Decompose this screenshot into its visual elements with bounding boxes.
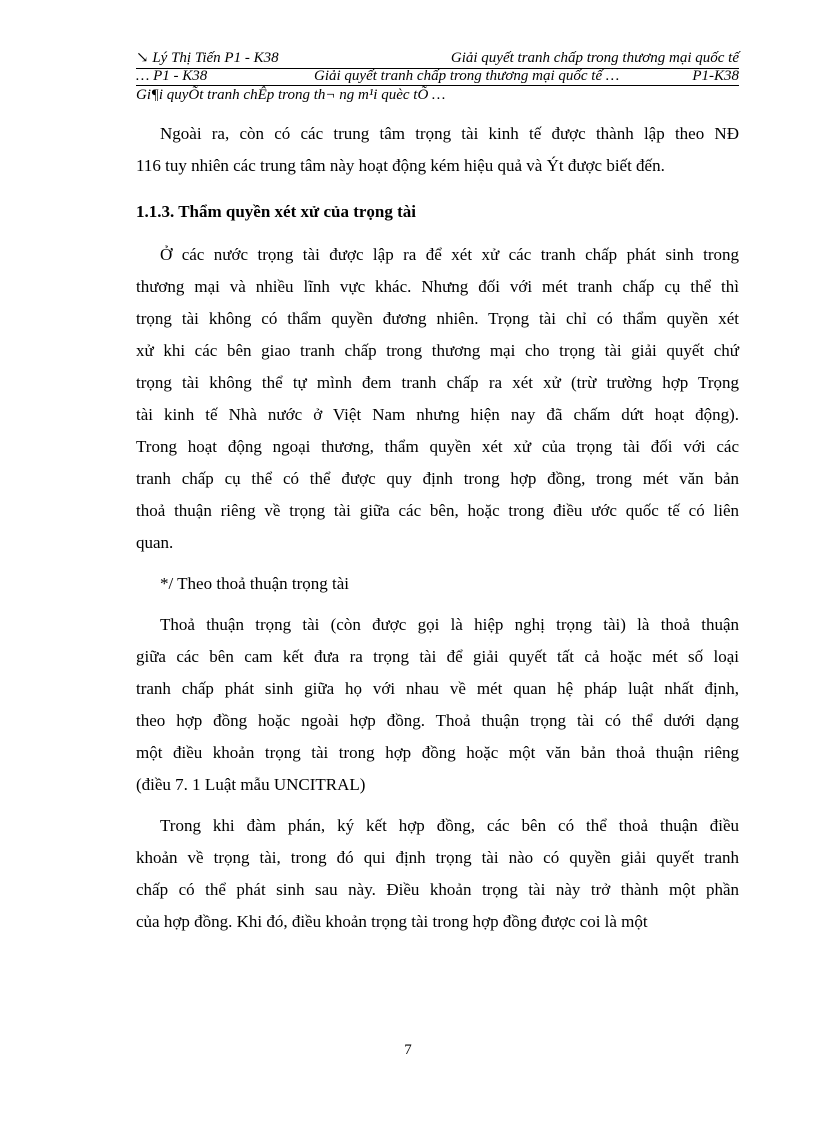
header-rule-2 <box>136 85 739 86</box>
subheading-text: */ Theo thoả thuận trọng tài <box>160 574 350 593</box>
paragraph-agreement <box>136 609 739 801</box>
text-line: tài kinh tế Nhà nước ở Việt Nam nhưng hiện nay đã chấm dứt hoạt động). <box>136 405 739 424</box>
header-class-code-right: P1-K38 <box>692 68 739 84</box>
text-line: Trong hoạt động ngoại thương, thẩm quyền xét xử của trọng tài đối với các <box>136 437 739 456</box>
text-line: của hợp đồng. Khi đó, điều khoản trọng tài trong hợp đồng được coi là một <box>136 912 648 931</box>
subheading <box>136 568 739 600</box>
text-line: 116 tuy nhiên các trung tâm này hoạt động kém hiệu quả và Ýt được biết đến. <box>136 156 665 175</box>
text-line: tranh chấp phát sinh giữa họ với nhau về mét quan hệ pháp luật nhất định, <box>136 679 739 698</box>
page-number: 7 <box>404 1042 412 1058</box>
header-garbled-title: Gi¶i quyÕt tranh chÊp trong th¬ ng m¹i quèc tÕ … <box>136 87 446 103</box>
text-line: Thoả thuận trọng tài (còn được gọi là hiệp nghị trọng tài) là thoả thuận <box>160 615 739 634</box>
text-line: Trong khi đàm phán, ký kết hợp đồng, các bên có thể thoả thuận điều <box>160 816 739 835</box>
text-line: theo hợp đồng hoặc ngoài hợp đồng. Thoả thuận trọng tài có thể dưới dạng <box>136 711 739 730</box>
text-line: tranh chấp cụ thể có thể được quy định trong hợp đồng, trong mét văn bản <box>136 469 739 488</box>
header-author: ↘ Lý Thị Tiến P1 - K38 <box>136 50 279 66</box>
text-line: chấp có thể phát sinh sau này. Điều khoản trọng tài này trở thành một phần <box>136 880 739 899</box>
text-line: thoả thuận riêng về trọng tài giữa các bên, hoặc trong điều ước quốc tế có liên <box>136 501 739 520</box>
header-title: Giải quyết tranh chấp trong thương mại quốc tế <box>450 50 739 66</box>
text-line: xử khi các bên giao tranh chấp trong thương mại cho trọng tài giải quyết chứ <box>136 341 739 360</box>
text-line: trọng tài không thể tự mình đem tranh chấp ra xét xử (trừ trường hợp Trọng <box>136 373 739 392</box>
paragraph-jurisdiction <box>136 239 739 559</box>
section-heading: 1.1.3. Thẩm quyền xét xử của trọng tài <box>136 202 417 221</box>
text-line: giữa các bên cam kết đưa ra trọng tài để giải quyết tất cả hoặc mét số loại <box>136 647 739 666</box>
text-line: thương mại và nhiều lĩnh vực khác. Nhưng đối với mét tranh chấp cụ thể thì <box>136 277 739 296</box>
text-line: Ngoài ra, còn có các trung tâm trọng tài kinh tế được thành lập theo NĐ <box>160 124 739 143</box>
header-title-repeat: Giải quyết tranh chấp trong thương mại quốc tế … <box>314 68 620 84</box>
text-line: trọng tài không có thẩm quyền đương nhiên. Trọng tài chỉ có thẩm quyền xét <box>136 309 739 328</box>
text-line: Ở các nước trọng tài được lập ra để xét xử các tranh chấp phát sinh trong <box>160 245 739 264</box>
header-class-code: … P1 - K38 <box>136 68 208 84</box>
text-line: khoản về trọng tài, trong đó qui định trọng tài nào có quyền giải quyết tranh <box>136 848 739 867</box>
paragraph-intro <box>136 118 739 182</box>
paragraph-negotiation <box>136 810 739 938</box>
text-line: quan. <box>136 533 174 552</box>
text-line: (điều 7. 1 Luật mẫu UNCITRAL) <box>136 775 366 794</box>
text-line: một điều khoản trọng tài trong hợp đồng hoặc một văn bản thoả thuận riêng <box>136 743 739 762</box>
